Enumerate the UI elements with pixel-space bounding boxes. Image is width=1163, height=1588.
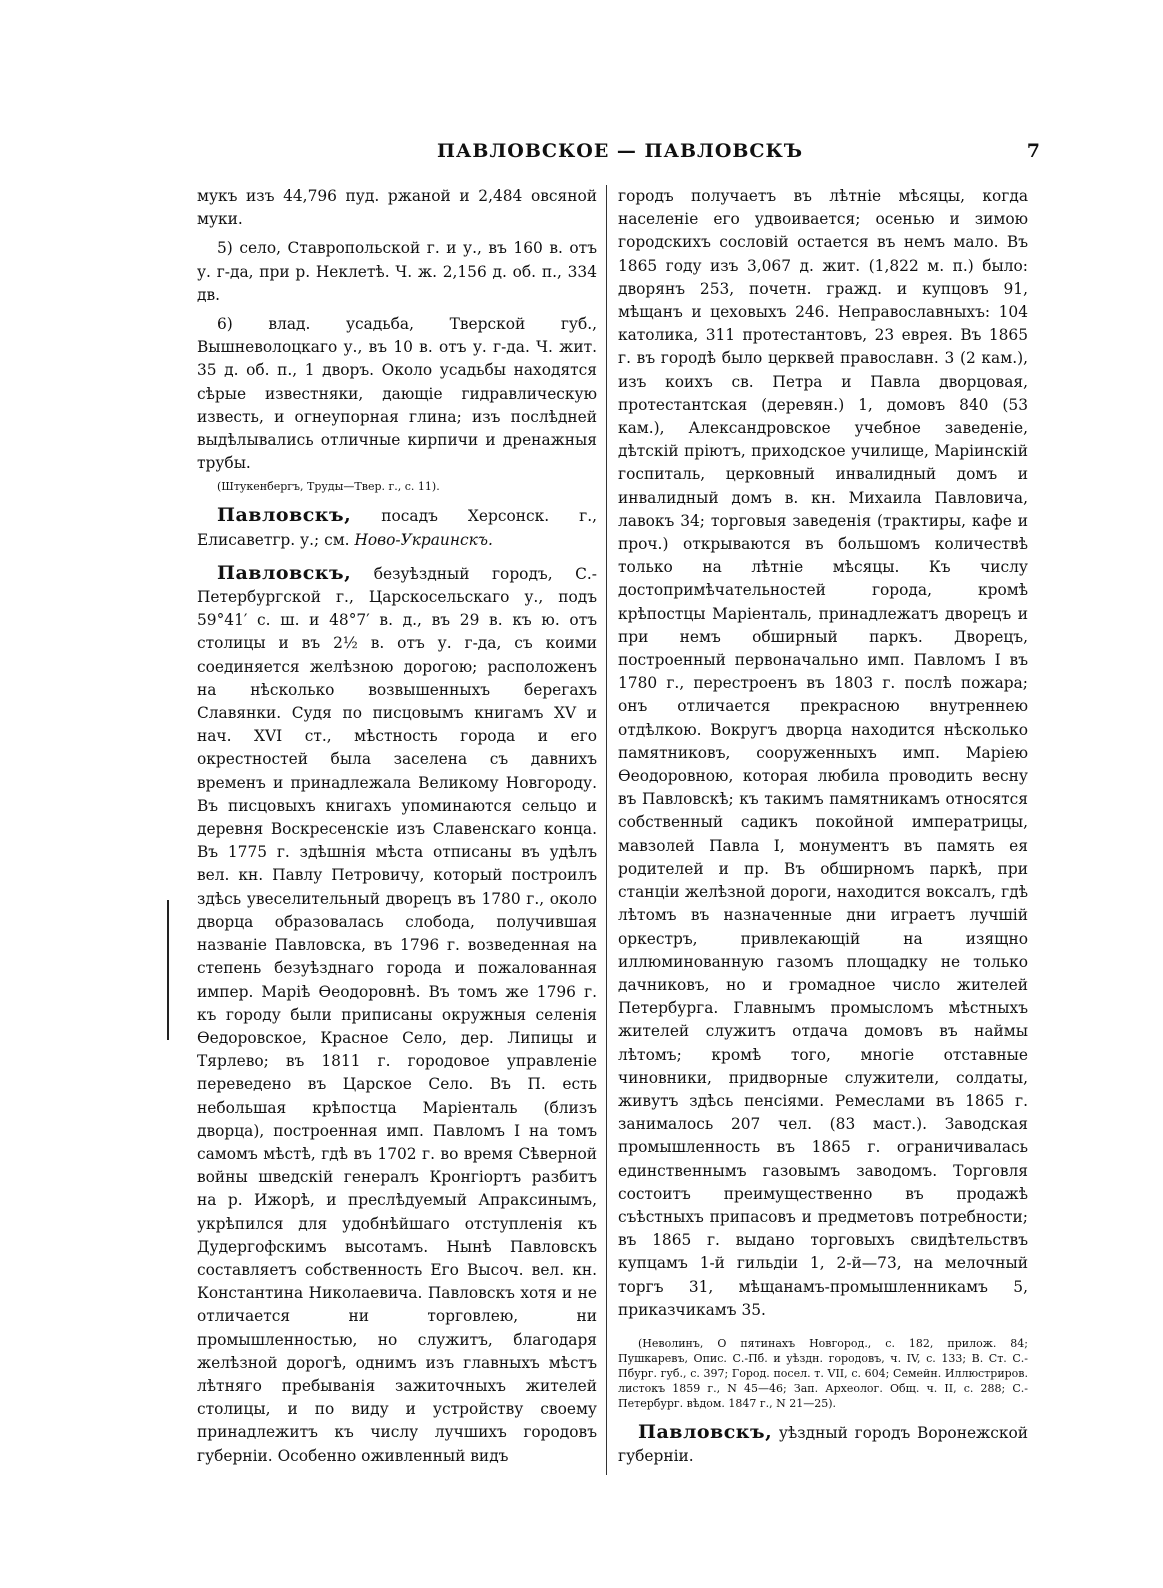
margin-mark: [167, 900, 169, 1040]
entry-text: безуѣздный городъ, С.-Петербургской г., Царскосельскаго у., подъ 59°41′ с. ш. и 48°7′ в. д., въ 29 в. къ ю. отъ столицы и въ 2½ в. отъ у. г-да, съ коими соединяется желѣзною дорогою; расположенъ на нѣсколько возвышенныхъ берегахъ Славянки. Судя по писцовымъ книгамъ XV и нач. XVI ст., мѣстность города и его окрестностей была заселена съ давнихъ временъ и принадлежала Великому Новгороду. Въ писцовыхъ книгахъ упоминаются сельцо и деревня Воскресенскіе изъ Славенскаго конца. Въ 1775 г. здѣшнія мѣста отписаны въ удѣлъ вел. кн. Павлу Петровичу, который построилъ здѣсь увеселительный дворецъ въ 1780 г., около дворца образовалась слобода, получившая названіе Павловска, въ 1796 г. возведенная на степень безуѣзднаго города и пожалованная импер. Маріѣ Ѳеодоровнѣ. Въ томъ же 1796 г. къ городу были приписаны окружныя селенія Ѳедоровское, Красное Село, дер. Липицы и Тярлево; въ 1811 г. городовое управленіе переведено въ Царское Село. Въ П. есть небольшая крѣпостца Маріенталь (близъ дворца), построенная имп. Павломъ I на томъ самомъ мѣстѣ, гдѣ въ 1702 г. во время Сѣверной войны шведскій генералъ Кронгіортъ разбитъ на р. Ижорѣ, и преслѣдуемый Апраксинымъ, укрѣпился для удобнѣйшаго отступленія къ Дудергофскимъ высотамъ. Нынѣ Павловскъ составляетъ собственность Его Высоч. вел. кн. Константина Николаевича. Павловскъ хотя и не отличается ни торговлею, ни промышленностью, но служитъ, благодаря желѣзной дорогѣ, однимъ изъ главныхъ мѣстъ лѣтняго пребыванія зажиточныхъ жителей столицы, и по виду и устройству своему принадлежитъ къ числу лучшихъ городовъ губерніи. Особенно оживленный видъ: [197, 564, 597, 1465]
right-column: [618, 185, 1028, 1468]
page-number: 7: [1026, 140, 1040, 162]
cross-reference: Ново-Украинскъ.: [354, 530, 493, 549]
entry-headword: Павловскъ,: [217, 561, 352, 584]
column-divider: [606, 185, 607, 1475]
left-column: [197, 185, 597, 1468]
paragraph-intro: мукъ изъ 44,796 пуд. ржаной и 2,484 овсяной муки.: [197, 187, 597, 229]
entry-text: уѣздный городъ Воронежской губерніи.: [618, 1423, 1028, 1466]
entry-pavlovsk-spb: [197, 562, 597, 1468]
source-citation: (Штукенбергъ, Труды—Твер. г., с. 11).: [217, 480, 440, 494]
paragraph-continuation: городъ получаетъ въ лѣтніе мѣсяцы, когда населеніе его удвоивается; осенью и зимою городскихъ сословій остается въ немъ мало. Въ 1865 году изъ 3,067 д. жит. (1,822 м. п.) было: дворянъ 253, почетн. гражд. и купцовъ 91, мѣщанъ и цеховыхъ 246. Неправославныхъ: 104 католика, 311 протестантовъ, 23 еврея. Въ 1865 г. въ городѣ было церквей православн. 3 (2 кам.), изъ коихъ св. Петра и Павла дворцовая, протестантская (деревян.) 1, домовъ 840 (53 кам.), Александровское учебное заведеніе, дѣтскій пріютъ, приходское училище, Маріинскій госпиталь, церковный инвалидный домъ и инвалидный домъ в. кн. Михаила Павловича, лавокъ 34; торговыя заведенія (трактиры, кафе и проч.) открываются въ большомъ количествѣ только на лѣтніе мѣсяцы. Къ числу достопримѣчательностей города, кромѣ крѣпостцы Маріенталь, принадлежатъ дворецъ и при немъ обширный паркъ. Дворецъ, построенный первоначально имп. Павломъ I въ 1780 г., перестроенъ въ 1803 г. послѣ пожара; онъ отличается прекрасною внутреннею отдѣлкою. Вокругъ дворца находится нѣсколько памятниковъ, сооруженныхъ имп. Маріею Ѳеодоровною, которая любила проводить весну въ Павловскѣ; къ такимъ памятникамъ относятся собственный садикъ покойной императрицы, мавзолей Павла I, монументъ въ память ея родителей и пр. Въ обширномъ паркѣ, при станціи желѣзной дороги, находится воксалъ, гдѣ лѣтомъ въ назначенные дни играетъ лучшій оркестръ, привлекающій на изящно иллюминованную газомъ площадку не только дачниковъ, но и громадное число жителей Петербурга. Главнымъ промысломъ мѣстныхъ жителей служитъ отдача домовъ въ наймы лѣтомъ; кромѣ того, многіе отставные чиновники, придворные служители, солдаты, живутъ здѣсь пенсіями. Ремеслами въ 1865 г. занималось 207 чел. (83 маст.). Заводская промышленность въ 1865 г. ограничивалась единственнымъ газовымъ заводомъ. Торговля состоитъ преимущественно въ продажѣ съѣстныхъ припасовъ и предметовъ потребности; въ 1865 г. выдано торговыхъ свидѣтельствъ купцамъ 1-й гильдіи 1, 2-й—73, на мелочный торгъ 31, мѣщанамъ-промышленникамъ 5, приказчикамъ 35.: [618, 187, 1028, 1319]
page-header: [190, 140, 1050, 170]
running-title: ПАВЛОВСКОЕ — ПАВЛОВСКЪ: [436, 140, 804, 162]
source-citation: (Неволинъ, О пятинахъ Новгород., с. 182, прилож. 84; Пушкаревъ, Опис. С.-Пб. и уѣздн. городовъ, ч. IV, с. 133; В. Ст. С.-Пбург. губ., с. 397; Город. посел. т. VII, с. 604; Семейн. Иллюстриров. листокъ 1859 г., N 45—46; Зап. Археолог. Общ. ч. II, с. 288; С.-Петербург. вѣдом. 1847 г., N 21—25).: [618, 1336, 1028, 1410]
paragraph-6: 6) влад. усадьба, Тверской губ., Вышневолоцкаго у., въ 10 в. отъ у. г-да. Ч. жит. 35 д. об. п., 1 дворъ. Около усадьбы находятся сѣрые известняки, дающіе гидравлическую известь, и огнеупорная глина; изъ послѣдней выдѣлывались отличные кирпичи и дренажныя трубы.: [197, 315, 597, 473]
entry-headword: Павловскъ,: [217, 504, 352, 527]
entry-pavlovsk-kherson: [197, 504, 597, 551]
entry-text: посадъ Херсонск. г., Елисаветгр. у.; см.: [197, 507, 597, 549]
paragraph-5: 5) село, Ставропольской г. и у., въ 160 в. отъ у. г-да, при р. Неклетѣ. Ч. ж. 2,156 д. об. п., 334 дв.: [197, 239, 597, 304]
entry-pavlovsk-voronezh: [618, 1421, 1028, 1468]
entry-headword: Павловскъ,: [638, 1420, 773, 1443]
